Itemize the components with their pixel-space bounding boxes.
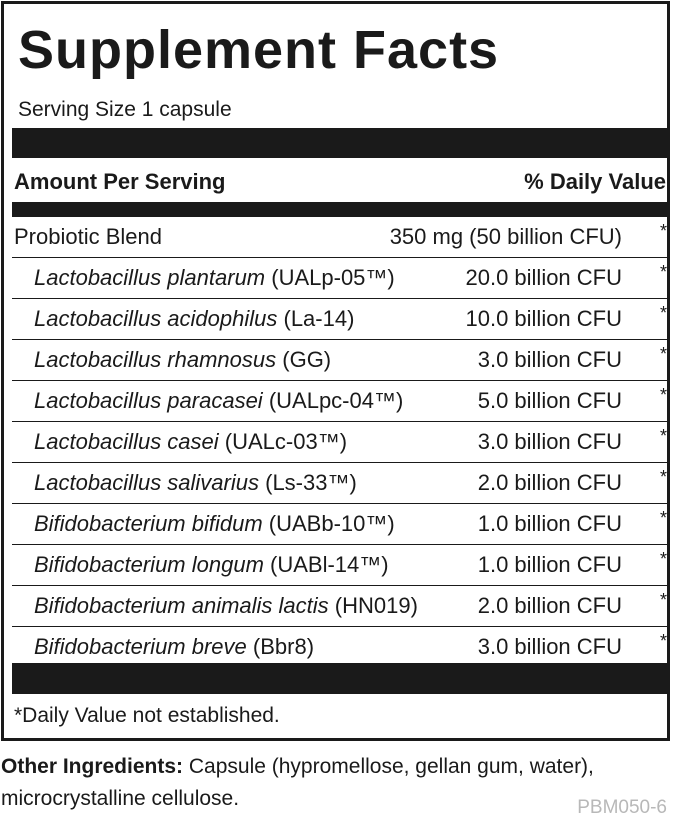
strain-name xyxy=(34,591,418,621)
strain-code: (HN019) xyxy=(328,593,418,618)
strain-amount: 5.0 billion CFU xyxy=(477,388,622,413)
species-name: Lactobacillus paracasei xyxy=(34,388,263,413)
strain-code: (Ls-33™) xyxy=(259,470,357,495)
strain-name xyxy=(34,509,395,539)
divider-bar-top xyxy=(12,128,670,158)
table-row xyxy=(12,340,670,381)
daily-value-header: % Daily Value xyxy=(524,169,666,194)
strain-daily-value: * xyxy=(659,262,667,282)
strain-daily-value: * xyxy=(659,549,667,569)
table-row xyxy=(12,586,670,627)
species-name: Bifidobacterium breve xyxy=(34,634,247,659)
divider-bar-bottom xyxy=(12,663,670,694)
table-row xyxy=(12,422,670,463)
strain-code: (UALc-03™) xyxy=(218,429,348,454)
divider-bar-middle xyxy=(12,202,670,217)
other-ingredients-label: Other Ingredients: xyxy=(1,755,184,778)
strain-name xyxy=(34,468,357,498)
strain-daily-value: * xyxy=(659,590,667,610)
strain-amount: 2.0 billion CFU xyxy=(477,593,622,618)
strain-amount: 1.0 billion CFU xyxy=(477,511,622,536)
species-name: Bifidobacterium bifidum xyxy=(34,511,263,536)
species-name: Lactobacillus plantarum xyxy=(34,265,266,290)
strain-code: (UABb-10™) xyxy=(262,511,395,536)
table-row xyxy=(12,504,670,545)
strain-code: (UALp-05™) xyxy=(265,265,395,290)
strain-amount: 3.0 billion CFU xyxy=(477,347,622,372)
strain-name xyxy=(34,427,347,457)
strain-amount: 3.0 billion CFU xyxy=(477,634,622,659)
blend-name: Probiotic Blend xyxy=(14,224,162,249)
strain-daily-value: * xyxy=(659,385,667,405)
table-row xyxy=(12,299,670,340)
table-row-probiotic-blend xyxy=(12,217,670,258)
product-code: PBM050-6 xyxy=(577,797,667,818)
serving-size: Serving Size 1 capsule xyxy=(18,98,232,121)
table-row xyxy=(12,258,670,299)
strain-name xyxy=(34,263,395,293)
strain-name xyxy=(34,386,403,416)
strain-amount: 2.0 billion CFU xyxy=(477,470,622,495)
strain-daily-value: * xyxy=(659,631,667,651)
species-name: Lactobacillus acidophilus xyxy=(34,306,278,331)
strain-daily-value: * xyxy=(659,344,667,364)
strain-amount: 1.0 billion CFU xyxy=(477,552,622,577)
strain-code: (GG) xyxy=(276,347,332,372)
blend-amount: 350 mg (50 billion CFU) xyxy=(389,224,622,249)
strain-amount: 3.0 billion CFU xyxy=(477,429,622,454)
species-name: Lactobacillus salivarius xyxy=(34,470,259,495)
table-row xyxy=(12,381,670,422)
strain-code: (UALpc-04™) xyxy=(262,388,404,413)
other-ingredients xyxy=(1,751,641,815)
strain-name xyxy=(34,632,314,662)
blend-daily-value: * xyxy=(659,221,667,241)
strain-code: (Bbr8) xyxy=(246,634,315,659)
strain-daily-value: * xyxy=(659,426,667,446)
species-name: Lactobacillus casei xyxy=(34,429,219,454)
footnote: *Daily Value not established. xyxy=(14,704,280,727)
species-name: Bifidobacterium animalis lactis xyxy=(34,593,329,618)
strain-code: (La-14) xyxy=(277,306,355,331)
strain-code: (UABl-14™) xyxy=(263,552,389,577)
table-row xyxy=(12,463,670,504)
strain-name xyxy=(34,304,354,334)
strain-daily-value: * xyxy=(659,303,667,323)
other-ingredients-text: Capsule (hypromellose, gellan gum, water), microcrystalline cellulose. xyxy=(1,755,594,810)
table-row xyxy=(12,627,670,667)
species-name: Lactobacillus rhamnosus xyxy=(34,347,277,372)
species-name: Bifidobacterium longum xyxy=(34,552,264,577)
strain-daily-value: * xyxy=(659,508,667,528)
strain-name xyxy=(34,550,389,580)
panel-title: Supplement Facts xyxy=(18,20,500,80)
strain-amount: 20.0 billion CFU xyxy=(465,265,622,290)
strain-daily-value: * xyxy=(659,467,667,487)
table-row xyxy=(12,545,670,586)
strain-amount: 10.0 billion CFU xyxy=(465,306,622,331)
amount-per-serving-header: Amount Per Serving xyxy=(14,169,226,194)
strain-name xyxy=(34,345,331,375)
